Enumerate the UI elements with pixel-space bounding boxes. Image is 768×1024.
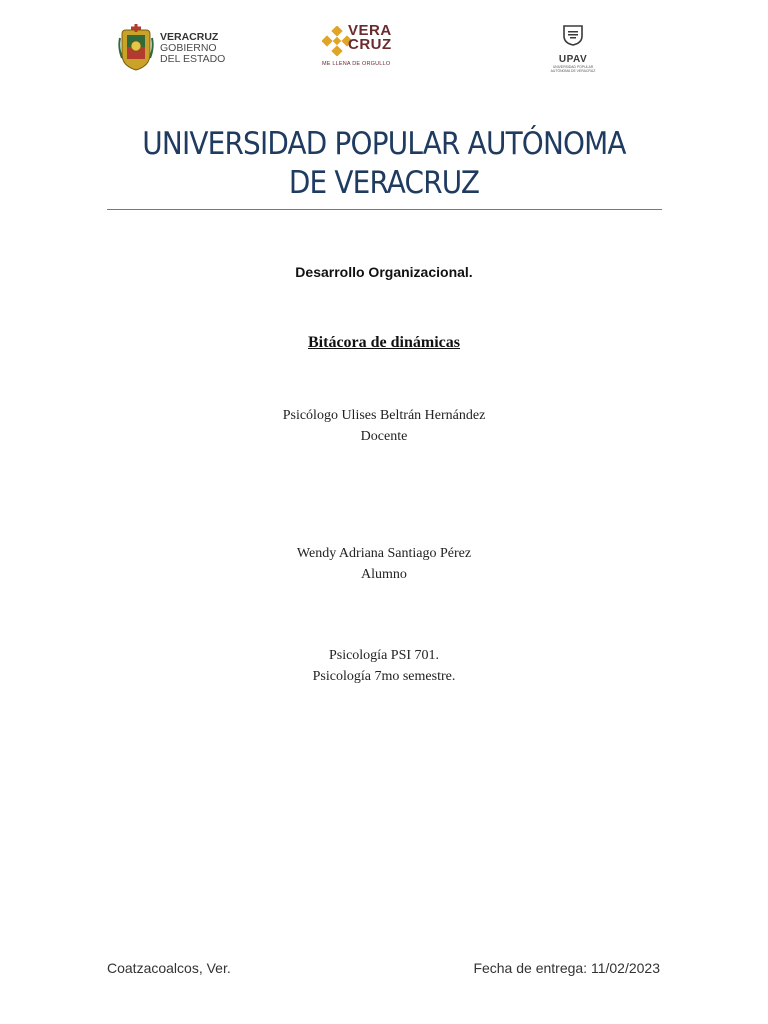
veracruz-coat-of-arms-icon xyxy=(118,24,154,72)
teacher-name: Psicólogo Ulises Beltrán Hernández xyxy=(282,408,486,423)
upav-shield-icon xyxy=(562,24,584,46)
upav-name: UPAV xyxy=(558,54,588,65)
university-title xyxy=(0,125,768,203)
course-semester: Psicología 7mo semestre. xyxy=(312,669,456,684)
course-group: Psicología PSI 701. xyxy=(328,648,440,663)
gobierno-line3: DEL ESTADO xyxy=(160,52,226,65)
gobierno-logo-text xyxy=(160,32,225,65)
upav-subtitle-1: UNIVERSIDAD POPULAR xyxy=(552,65,594,69)
gobierno-line1: VERACRUZ xyxy=(160,30,219,43)
upav-subtitle-2: AUTÓNOMA DE VERACRUZ xyxy=(550,69,596,73)
title-line-2: DE VERACRUZ xyxy=(288,165,480,201)
veracruz-orgullo-logo xyxy=(316,20,396,78)
student-block xyxy=(0,543,768,585)
course-block xyxy=(0,645,768,687)
header-logos xyxy=(0,20,768,80)
teacher-block xyxy=(0,405,768,447)
gobierno-line2: GOBIERNO xyxy=(160,41,217,54)
student-role: Alumno xyxy=(361,567,407,582)
footer-location: Coatzacoalcos, Ver. xyxy=(107,960,231,976)
vera-word-1: VERA xyxy=(348,22,392,39)
teacher-role: Docente xyxy=(360,429,408,444)
gobierno-veracruz-logo xyxy=(118,24,225,72)
footer-delivery-date: Fecha de entrega: 11/02/2023 xyxy=(473,960,660,976)
title-divider xyxy=(107,209,662,210)
vera-wordmark xyxy=(348,24,392,52)
vera-tagline: ME LLENA DE ORGULLO xyxy=(322,61,391,67)
student-name: Wendy Adriana Santiago Pérez xyxy=(296,546,472,561)
subject-name: Desarrollo Organizacional. xyxy=(295,264,473,280)
vera-word-2: CRUZ xyxy=(348,36,392,53)
document-title: Bitácora de dinámicas xyxy=(308,334,460,351)
upav-logo xyxy=(548,24,598,80)
title-line-1: UNIVERSIDAD POPULAR AUTÓNOMA xyxy=(142,126,626,162)
